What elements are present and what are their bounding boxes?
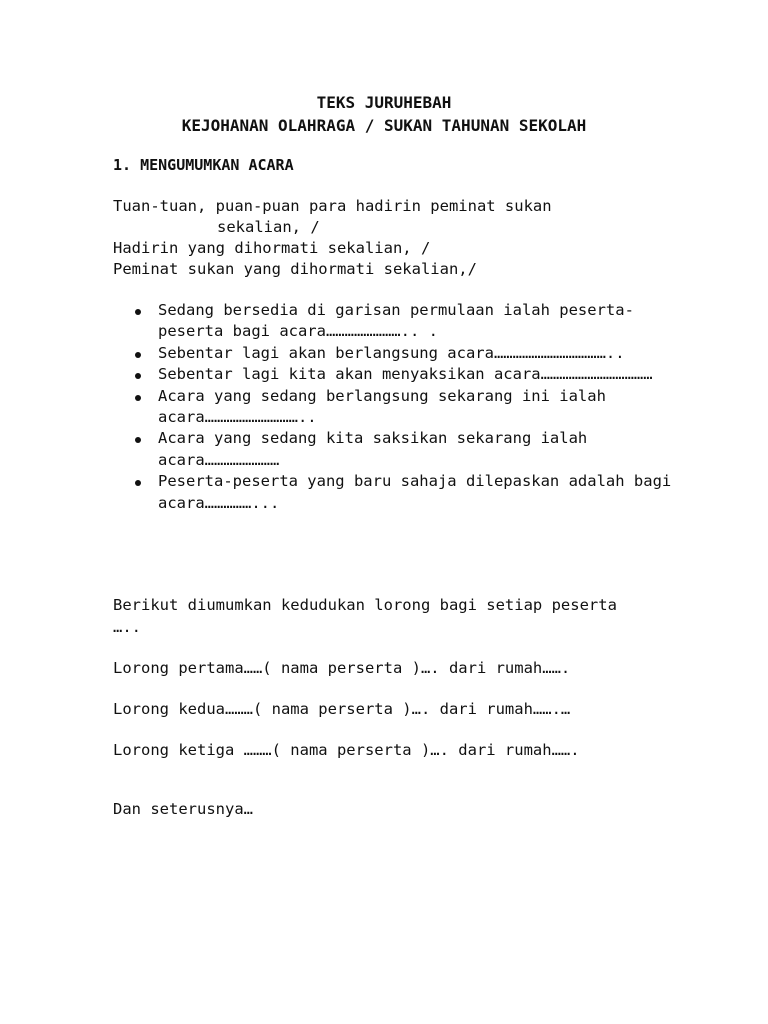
list-item-text: Acara yang sedang berlangsung sekarang ini ialah acara………………………….. (158, 386, 606, 427)
list-item (113, 428, 673, 471)
section-heading: 1. MENGUMUMKAN ACARA (113, 156, 294, 174)
closing-text: Dan seterusnya… (113, 800, 253, 818)
list-item-text: Sedang bersedia di garisan permulaan ialah peserta-peserta bagi acara…………………….. . (158, 301, 634, 341)
bullet-icon (135, 373, 141, 379)
greeting-line-1: Tuan-tuan, puan-puan para hadirin peminat sukan (113, 197, 552, 215)
bullet-icon (135, 437, 141, 443)
bullet-icon (135, 480, 141, 486)
announcement-list (113, 300, 673, 514)
lane-line-2: Lorong kedua………( nama perserta )…. dari rumah…….… (113, 700, 571, 718)
list-item (113, 364, 673, 385)
list-item (113, 300, 673, 343)
list-item-text: Sebentar lagi kita akan menyaksikan acara……………………………… (158, 365, 653, 384)
document-title: TEKS JURUHEBAH (316, 93, 452, 112)
lane-intro-line-1: Berikut diumumkan kedudukan lorong bagi setiap peserta (113, 596, 617, 614)
greeting-line-2: Hadirin yang dihormati sekalian, / (113, 239, 431, 257)
lane-intro-line-2: ….. (113, 618, 141, 636)
bullet-icon (135, 352, 141, 358)
list-item-text: Sebentar lagi akan berlangsung acara……………………………….. (158, 343, 625, 362)
lane-line-3: Lorong ketiga ………( nama perserta )…. dari rumah……. (113, 741, 580, 759)
greeting-line-1-continued: sekalian, / (217, 218, 320, 236)
list-item-text: Peserta-peserta yang baru sahaja dilepaskan adalah bagi acara……………... (158, 472, 672, 512)
bullet-icon (135, 395, 141, 401)
document-subtitle: KEJOHANAN OLAHRAGA / SUKAN TAHUNAN SEKOLAH (181, 116, 587, 135)
bullet-icon (135, 309, 141, 315)
list-item (113, 343, 673, 364)
list-item-text: Acara yang sedang kita saksikan sekarang ialah acara…………………… (158, 429, 588, 469)
greeting-line-3: Peminat sukan yang dihormati sekalian,/ (113, 260, 477, 278)
list-item (113, 471, 673, 514)
list-item (113, 386, 673, 429)
lane-line-1: Lorong pertama……( nama perserta )…. dari rumah……. (113, 659, 571, 677)
